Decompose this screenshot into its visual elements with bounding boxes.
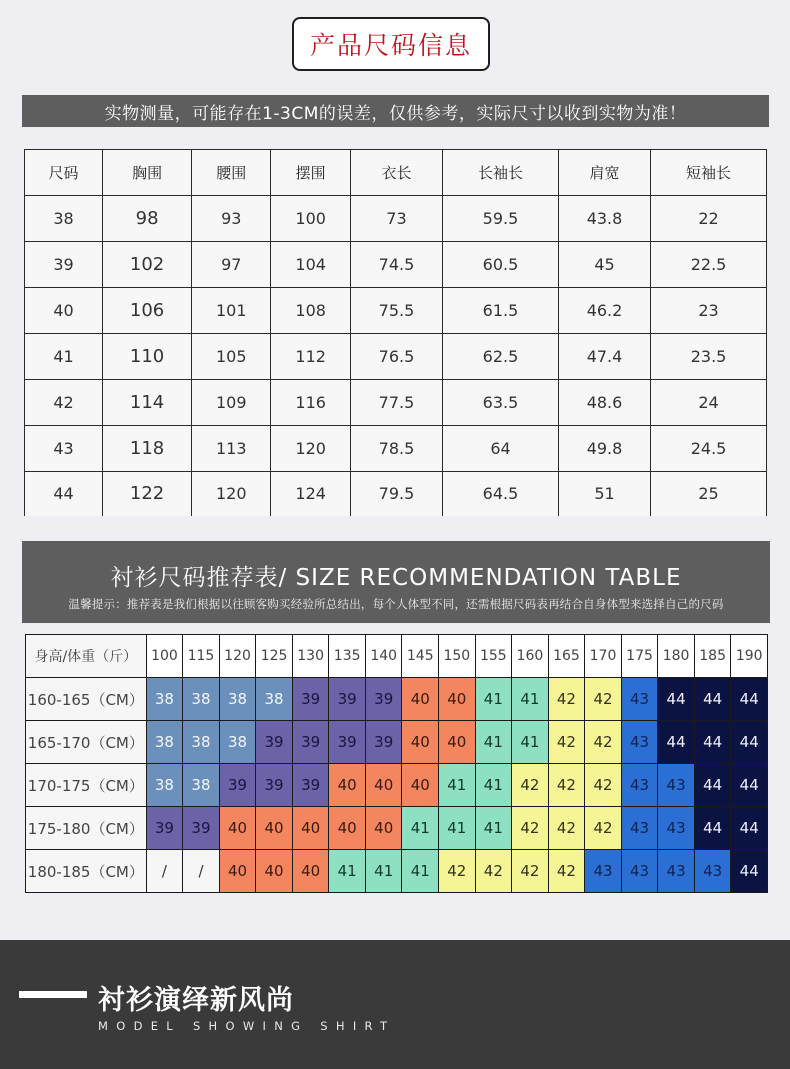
column-header: 摆围	[271, 150, 350, 196]
size-cell: 41	[475, 678, 512, 721]
size-cell: 42	[512, 850, 549, 893]
table-cell: 59.5	[443, 196, 559, 242]
table-cell: 76.5	[350, 334, 442, 380]
size-cell: 40	[439, 721, 476, 764]
size-cell: 40	[292, 807, 329, 850]
size-cell: 44	[731, 721, 768, 764]
weight-header: 100	[146, 635, 183, 678]
table-cell: 116	[271, 380, 350, 426]
table-row	[25, 334, 767, 380]
table-cell: 97	[192, 242, 271, 288]
size-chart-table	[24, 149, 767, 516]
size-cell: 42	[548, 850, 585, 893]
table-cell: 43.8	[558, 196, 650, 242]
size-cell: 41	[402, 850, 439, 893]
size-cell: 40	[439, 678, 476, 721]
size-cell: 44	[731, 764, 768, 807]
table-cell: 73	[350, 196, 442, 242]
size-cell: 44	[694, 807, 731, 850]
size-cell: 39	[292, 721, 329, 764]
banner-subtitle: MODEL SHOWING SHIRT	[98, 1019, 396, 1033]
table-row	[25, 196, 767, 242]
size-cell: 41	[329, 850, 366, 893]
table-cell: 45	[558, 242, 650, 288]
table-cell: 120	[192, 472, 271, 516]
model-section-banner	[0, 940, 790, 1069]
table-cell: 43	[25, 426, 103, 472]
weight-header: 165	[548, 635, 585, 678]
table-cell: 114	[103, 380, 192, 426]
size-cell: 44	[694, 764, 731, 807]
size-cell: 42	[548, 721, 585, 764]
table-cell: 48.6	[558, 380, 650, 426]
size-cell: 40	[365, 807, 402, 850]
column-header: 肩宽	[558, 150, 650, 196]
table-cell: 44	[25, 472, 103, 516]
table-cell: 109	[192, 380, 271, 426]
size-cell: 40	[256, 807, 293, 850]
column-header: 衣长	[350, 150, 442, 196]
size-cell: 38	[183, 721, 220, 764]
table-cell: 105	[192, 334, 271, 380]
table-cell: 64.5	[443, 472, 559, 516]
height-row	[26, 678, 768, 721]
size-cell: 40	[329, 764, 366, 807]
size-cell: 44	[731, 850, 768, 893]
size-cell: 44	[694, 721, 731, 764]
size-cell: /	[183, 850, 220, 893]
height-label: 165-170（CM）	[26, 721, 147, 764]
size-cell: 44	[731, 807, 768, 850]
table-cell: 62.5	[443, 334, 559, 380]
size-cell: 42	[439, 850, 476, 893]
size-cell: 39	[329, 678, 366, 721]
weight-header: 150	[439, 635, 476, 678]
size-cell: 42	[512, 764, 549, 807]
size-cell: 39	[365, 678, 402, 721]
size-cell: 44	[694, 678, 731, 721]
column-header: 长袖长	[443, 150, 559, 196]
weight-header: 115	[183, 635, 220, 678]
size-cell: 41	[439, 807, 476, 850]
table-cell: 23	[651, 288, 767, 334]
table-cell: 112	[271, 334, 350, 380]
height-label: 170-175（CM）	[26, 764, 147, 807]
table-row	[25, 472, 767, 516]
weight-header: 160	[512, 635, 549, 678]
recommendation-title: 衬衫尺码推荐表/ SIZE RECOMMENDATION TABLE	[110, 565, 682, 591]
size-cell: 39	[256, 721, 293, 764]
height-row	[26, 721, 768, 764]
weight-header: 185	[694, 635, 731, 678]
weight-header: 175	[621, 635, 658, 678]
table-cell: 75.5	[350, 288, 442, 334]
weight-header: 125	[256, 635, 293, 678]
weight-header: 170	[585, 635, 622, 678]
table-cell: 118	[103, 426, 192, 472]
size-cell: 42	[548, 807, 585, 850]
table-cell: 98	[103, 196, 192, 242]
table-cell: 40	[25, 288, 103, 334]
table-cell: 61.5	[443, 288, 559, 334]
table-row	[25, 380, 767, 426]
size-cell: 41	[512, 678, 549, 721]
size-cell: 39	[183, 807, 220, 850]
table-cell: 49.8	[558, 426, 650, 472]
height-row	[26, 807, 768, 850]
weight-header: 145	[402, 635, 439, 678]
height-label: 160-165（CM）	[26, 678, 147, 721]
weight-header: 130	[292, 635, 329, 678]
size-cell: 41	[475, 764, 512, 807]
size-cell: 43	[585, 850, 622, 893]
size-cell: 40	[402, 678, 439, 721]
size-cell: 42	[585, 678, 622, 721]
size-cell: 40	[256, 850, 293, 893]
table-cell: 78.5	[350, 426, 442, 472]
table-cell: 22.5	[651, 242, 767, 288]
table-cell: 120	[271, 426, 350, 472]
size-cell: 39	[219, 764, 256, 807]
table-cell: 39	[25, 242, 103, 288]
size-cell: 40	[292, 850, 329, 893]
weight-header: 140	[365, 635, 402, 678]
size-cell: 40	[329, 807, 366, 850]
weight-header: 135	[329, 635, 366, 678]
size-cell: 38	[183, 678, 220, 721]
table-cell: 79.5	[350, 472, 442, 516]
table-cell: 46.2	[558, 288, 650, 334]
size-cell: 38	[146, 764, 183, 807]
table-cell: 74.5	[350, 242, 442, 288]
size-cell: 38	[219, 721, 256, 764]
table-cell: 93	[192, 196, 271, 242]
size-cell: 43	[658, 807, 695, 850]
table-cell: 42	[25, 380, 103, 426]
banner-title: 衬衫演绎新风尚	[98, 985, 294, 1016]
table-cell: 51	[558, 472, 650, 516]
size-cell: 38	[146, 678, 183, 721]
size-cell: 44	[658, 678, 695, 721]
size-cell: 39	[292, 764, 329, 807]
size-cell: 42	[475, 850, 512, 893]
table-cell: 104	[271, 242, 350, 288]
table-cell: 41	[25, 334, 103, 380]
size-cell: 42	[585, 807, 622, 850]
table-cell: 22	[651, 196, 767, 242]
table-row	[25, 288, 767, 334]
size-cell: 38	[219, 678, 256, 721]
size-cell: 43	[694, 850, 731, 893]
table-cell: 25	[651, 472, 767, 516]
size-cell: 42	[512, 807, 549, 850]
table-cell: 24.5	[651, 426, 767, 472]
size-cell: 43	[621, 850, 658, 893]
size-cell: 42	[548, 678, 585, 721]
size-cell: /	[146, 850, 183, 893]
weight-header-row	[26, 635, 768, 678]
size-cell: 41	[475, 807, 512, 850]
height-row	[26, 764, 768, 807]
column-header: 腰围	[192, 150, 271, 196]
size-cell: 40	[402, 764, 439, 807]
size-cell: 40	[402, 721, 439, 764]
corner-label: 身高/体重（斤）	[26, 635, 147, 678]
table-cell: 23.5	[651, 334, 767, 380]
size-cell: 42	[585, 764, 622, 807]
weight-header: 120	[219, 635, 256, 678]
size-cell: 43	[621, 764, 658, 807]
table-cell: 64	[443, 426, 559, 472]
table-cell: 63.5	[443, 380, 559, 426]
column-header: 胸围	[103, 150, 192, 196]
table-cell: 110	[103, 334, 192, 380]
size-cell: 41	[512, 721, 549, 764]
decorative-dash	[19, 991, 87, 998]
table-cell: 102	[103, 242, 192, 288]
size-cell: 38	[256, 678, 293, 721]
size-cell: 43	[621, 807, 658, 850]
weight-header: 190	[731, 635, 768, 678]
size-cell: 39	[146, 807, 183, 850]
table-cell: 24	[651, 380, 767, 426]
page-title: 产品尺码信息	[292, 17, 490, 71]
recommendation-tip: 温馨提示：推荐表是我们根据以往顾客购买经验所总结出，每个人体型不同，还需根据尺码表再结合自身体型来选择自己的尺码	[68, 597, 724, 611]
table-row	[25, 426, 767, 472]
table-row	[25, 242, 767, 288]
weight-header: 155	[475, 635, 512, 678]
height-label: 175-180（CM）	[26, 807, 147, 850]
size-cell: 41	[439, 764, 476, 807]
table-cell: 113	[192, 426, 271, 472]
table-cell: 100	[271, 196, 350, 242]
table-cell: 108	[271, 288, 350, 334]
height-label: 180-185（CM）	[26, 850, 147, 893]
size-cell: 40	[219, 807, 256, 850]
table-cell: 77.5	[350, 380, 442, 426]
weight-header: 180	[658, 635, 695, 678]
column-header: 尺码	[25, 150, 103, 196]
size-cell: 44	[731, 678, 768, 721]
size-cell: 41	[475, 721, 512, 764]
recommendation-header	[22, 541, 770, 623]
size-cell: 40	[219, 850, 256, 893]
size-cell: 43	[621, 721, 658, 764]
table-cell: 101	[192, 288, 271, 334]
size-cell: 44	[658, 721, 695, 764]
table-cell: 38	[25, 196, 103, 242]
size-cell: 41	[402, 807, 439, 850]
size-cell: 41	[365, 850, 402, 893]
table-cell: 60.5	[443, 242, 559, 288]
measurement-notice: 实物测量，可能存在1-3CM的误差，仅供参考，实际尺寸以收到实物为准！	[22, 95, 769, 127]
size-cell: 39	[329, 721, 366, 764]
size-cell: 39	[292, 678, 329, 721]
table-cell: 122	[103, 472, 192, 516]
size-chart-header-row	[25, 150, 767, 196]
size-cell: 38	[183, 764, 220, 807]
table-cell: 47.4	[558, 334, 650, 380]
size-cell: 43	[658, 764, 695, 807]
size-cell: 43	[658, 850, 695, 893]
size-cell: 40	[365, 764, 402, 807]
size-cell: 38	[146, 721, 183, 764]
size-cell: 43	[621, 678, 658, 721]
size-cell: 42	[548, 764, 585, 807]
size-cell: 39	[256, 764, 293, 807]
column-header: 短袖长	[651, 150, 767, 196]
table-cell: 106	[103, 288, 192, 334]
size-cell: 39	[365, 721, 402, 764]
height-row	[26, 850, 768, 893]
size-cell: 42	[585, 721, 622, 764]
size-recommendation-table	[25, 634, 768, 893]
table-cell: 124	[271, 472, 350, 516]
